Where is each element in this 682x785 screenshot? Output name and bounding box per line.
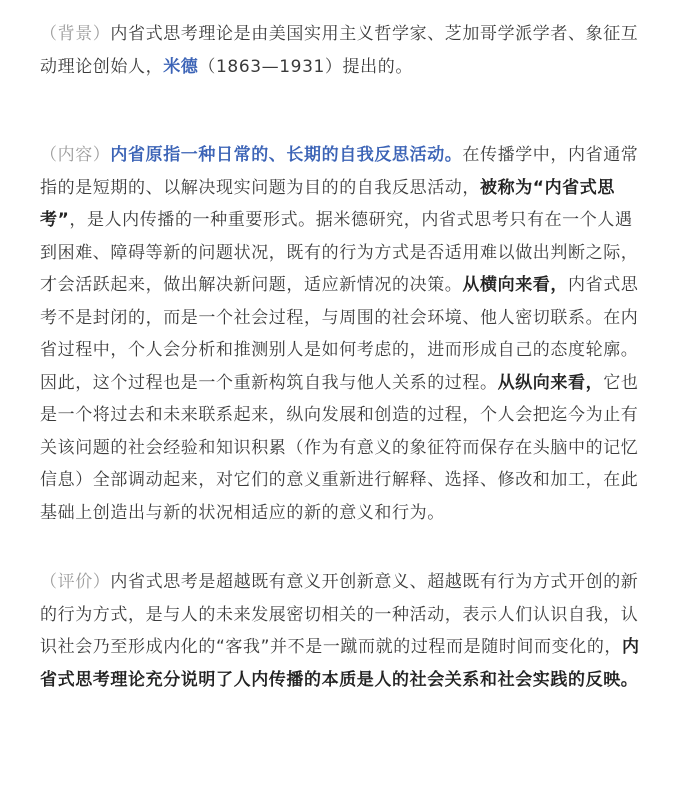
mead-name: 米德 bbox=[163, 56, 199, 77]
background-paragraph bbox=[40, 18, 640, 83]
background-text-1: 内省式思考理论是由美国实用主义哲学家、芝加哥学派学者、象征互动理论创始人， bbox=[40, 24, 639, 77]
background-tag: （背景） bbox=[40, 24, 111, 44]
content-text-4: 它也是一个将过去和未来联系起来，纵向发展和创造的过程，个人会把迄今为止有关该问题的社会经验和知识积累（作为有意义的象征符而保存在头脑中的记忆信息）全部调动起来，对它们的意义重新进行解释、选择、修改和加工，在此基础上创造出与新的状况相适应的新的意义和行为。 bbox=[40, 372, 639, 523]
evaluation-tag: （评价） bbox=[40, 572, 111, 592]
content-bold-2: 从横向来看， bbox=[462, 275, 569, 295]
evaluation-paragraph bbox=[40, 566, 640, 696]
evaluation-bold-1: 内省式思考理论充分说明了人内传播的本质是人的社会关系和社会实践的反映。 bbox=[40, 637, 640, 690]
content-text-1: 在传播学中，内省通常指的是短期的、以解决现实问题为目的的自我反思活动， bbox=[40, 145, 639, 198]
content-bold-3: 从纵向来看， bbox=[497, 372, 604, 393]
content-bold-1: 被称为“内省式思考” bbox=[40, 177, 615, 230]
content-highlight: 内省原指一种日常的、长期的自我反思活动。 bbox=[110, 145, 463, 165]
content-text-3: 内省式思考不是封闭的，而是一个社会过程，与周围的社会环境、他人密切联系。在内省过程中，个人会分析和推测别人是如何考虑的，进而形成自己的态度轮廓。因此，这个过程也是一个重新构筑自我与他人关系的过程。 bbox=[40, 275, 639, 393]
content-text-2: ，是人内传播的一种重要形式。据米德研究，内省式思考只有在一个人遇到困难、障碍等新的问题状况，既有的行为方式是否适用难以做出判断之际，才会活跃起来，做出解决新问题，适应新情况的决策。 bbox=[40, 210, 639, 295]
evaluation-text-1: 内省式思考是超越既有意义开创新意义、超越既有行为方式开创的新的行为方式，是与人的未来发展密切相关的一种活动，表示人们认识自我，认识社会乃至形成内化的“客我”并不是一蹴而就的过程而是随时间而变化的， bbox=[40, 572, 639, 657]
content-tag: （内容） bbox=[40, 145, 111, 165]
content-paragraph bbox=[40, 139, 640, 529]
background-text-2: （1863—1931）提出的。 bbox=[198, 56, 413, 77]
